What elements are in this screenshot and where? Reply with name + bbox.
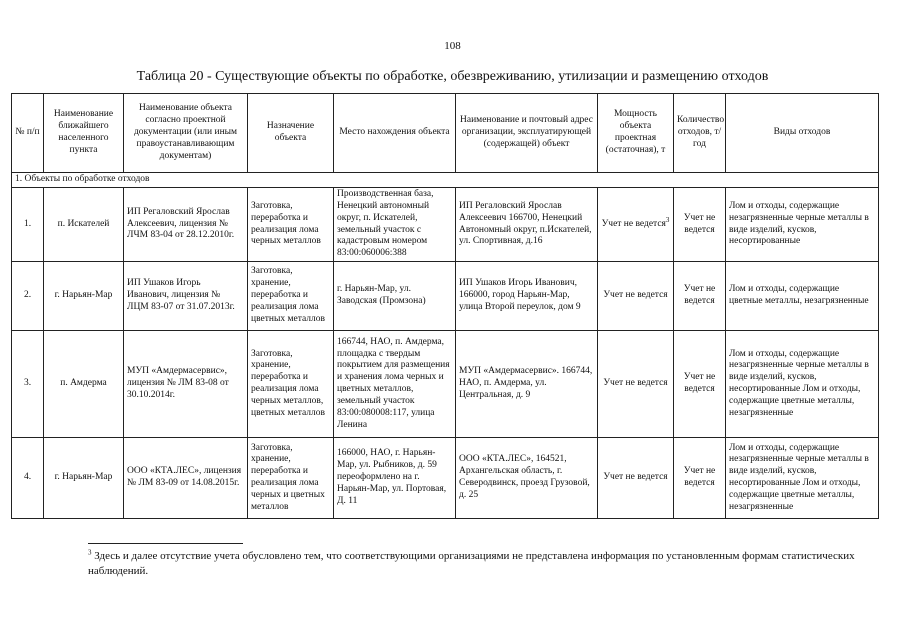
cell-operator: МУП «Амдермасервис». 166744, НАО, п. Амдерма, ул. Центральная, д. 9 bbox=[456, 331, 598, 438]
cell-purpose: Заготовка, переработка и реализация лома черных металлов bbox=[248, 187, 334, 261]
cell-capacity: Учет не ведется bbox=[598, 438, 674, 519]
column-header-operator: Наименование и почтовый адрес организации, эксплуатирующей (содержащей) объект bbox=[456, 94, 598, 173]
table-row bbox=[12, 262, 879, 331]
cell-waste-types: Лом и отходы, содержащие незагрязненные черные металлы в виде изделий, кусков, несортированные Лом и отходы, содержащие цветные металлы, незагрязненные bbox=[726, 438, 879, 519]
column-header-number: № п/п bbox=[12, 94, 44, 173]
capacity-text: Учет не ведется bbox=[601, 218, 666, 229]
column-header-settlement: Наименование ближайшего населенного пункта bbox=[44, 94, 124, 173]
cell-settlement: п. Амдерма bbox=[44, 331, 124, 438]
cell-purpose: Заготовка, хранение, переработка и реализация лома черных металлов, цветных металлов bbox=[248, 331, 334, 438]
cell-amount: Учет не ведется bbox=[674, 262, 726, 331]
table-row bbox=[12, 331, 879, 438]
column-header-capacity: Мощность объекта проектная (остаточная), т bbox=[598, 94, 674, 173]
cell-number: 3. bbox=[12, 331, 44, 438]
footnote-divider bbox=[88, 543, 243, 544]
cell-waste-types: Лом и отходы, содержащие незагрязненные черные металлы в виде изделий, кусков, несортированные Лом и отходы, содержащие цветные металлы, незагрязненные bbox=[726, 331, 879, 438]
footnote-text: Здесь и далее отсутствие учета обусловлено тем, что соответствующими организациями не представлена информация по установленным формам статистических наблюдений. bbox=[88, 550, 855, 577]
footnote bbox=[88, 549, 868, 579]
cell-purpose: Заготовка, хранение, переработка и реализация лома цветных металлов bbox=[248, 262, 334, 331]
cell-operator: ООО «КТА.ЛЕС», 164521, Архангельская область, г. Северодвинск, проезд Грузовой, д. 25 bbox=[456, 438, 598, 519]
cell-capacity: Учет не ведется bbox=[598, 262, 674, 331]
cell-location: 166000, НАО, г. Нарьян-Мар, ул. Рыбников, д. 59 переоформлено на г. Нарьян-Мар, ул. Портовая, Д. 11 bbox=[334, 438, 456, 519]
table-row bbox=[12, 438, 879, 519]
column-header-location: Место нахождения объекта bbox=[334, 94, 456, 173]
cell-capacity: Учет не ведется bbox=[598, 331, 674, 438]
cell-amount: Учет не ведется bbox=[674, 187, 726, 261]
footnote-reference: 3 bbox=[665, 215, 670, 224]
table-title: Таблица 20 - Существующие объекты по обработке, обезвреживанию, утилизации и размещению отходов bbox=[136, 69, 769, 84]
column-header-object-name: Наименование объекта согласно проектной документации (или иным правоустанавливающим документам) bbox=[124, 94, 248, 173]
cell-waste-types: Лом и отходы, содержащие незагрязненные черные металлы в виде изделий, кусков, несортированные bbox=[726, 187, 879, 261]
column-header-amount: Количество отходов, т/год bbox=[674, 94, 726, 173]
cell-operator: ИП Регаловский Ярослав Алексеевич 166700, Ненецкий Автономный округ, п.Искателей, ул. Спортивная, д.16 bbox=[456, 187, 598, 261]
column-header-waste-types: Виды отходов bbox=[726, 94, 879, 173]
cell-operator: ИП Ушаков Игорь Иванович, 166000, город Нарьян-Мар, улица Второй переулок, дом 9 bbox=[456, 262, 598, 331]
cell-location: Производственная база, Ненецкий автономный округ, п. Искателей, земельный участок с кадастровым номером 83:00:060006:388 bbox=[334, 187, 456, 261]
column-header-purpose: Назначение объекта bbox=[248, 94, 334, 173]
section-label: 1. Объекты по обработке отходов bbox=[12, 173, 879, 188]
cell-number: 2. bbox=[12, 262, 44, 331]
section-row bbox=[12, 173, 879, 188]
cell-location: 166744, НАО, п. Амдерма, площадка с твердым покрытием для размещения и хранения лома черных и цветных металлов, земельный участок 83:00:080008:117, улица Ленина bbox=[334, 331, 456, 438]
cell-amount: Учет не ведется bbox=[674, 438, 726, 519]
waste-facilities-table bbox=[11, 93, 879, 519]
cell-waste-types: Лом и отходы, содержащие цветные металлы, незагрязненные bbox=[726, 262, 879, 331]
header-row bbox=[12, 94, 879, 173]
cell-settlement: г. Нарьян-Мар bbox=[44, 438, 124, 519]
page-number: 108 bbox=[444, 40, 461, 52]
footnote-mark: 3 bbox=[88, 548, 92, 557]
cell-object-name: МУП «Амдермасервис», лицензия № ЛМ 83-08 от 30.10.2014г. bbox=[124, 331, 248, 438]
cell-settlement: п. Искателей bbox=[44, 187, 124, 261]
cell-object-name: ООО «КТА.ЛЕС», лицензия № ЛМ 83-09 от 14.08.2015г. bbox=[124, 438, 248, 519]
cell-number: 4. bbox=[12, 438, 44, 519]
cell-location: г. Нарьян-Мар, ул. Заводская (Промзона) bbox=[334, 262, 456, 331]
cell-amount: Учет не ведется bbox=[674, 331, 726, 438]
cell-settlement: г. Нарьян-Мар bbox=[44, 262, 124, 331]
cell-purpose: Заготовка, хранение, переработка и реализация лома черных и цветных металлов bbox=[248, 438, 334, 519]
cell-object-name: ИП Ушаков Игорь Иванович, лицензия № ЛЦМ 83-07 от 31.07.2013г. bbox=[124, 262, 248, 331]
table-row bbox=[12, 187, 879, 261]
cell-object-name: ИП Регаловский Ярослав Алексеевич, лицензия № ЛЧМ 83-04 от 28.12.2010г. bbox=[124, 187, 248, 261]
cell-capacity bbox=[598, 187, 674, 261]
cell-number: 1. bbox=[12, 187, 44, 261]
